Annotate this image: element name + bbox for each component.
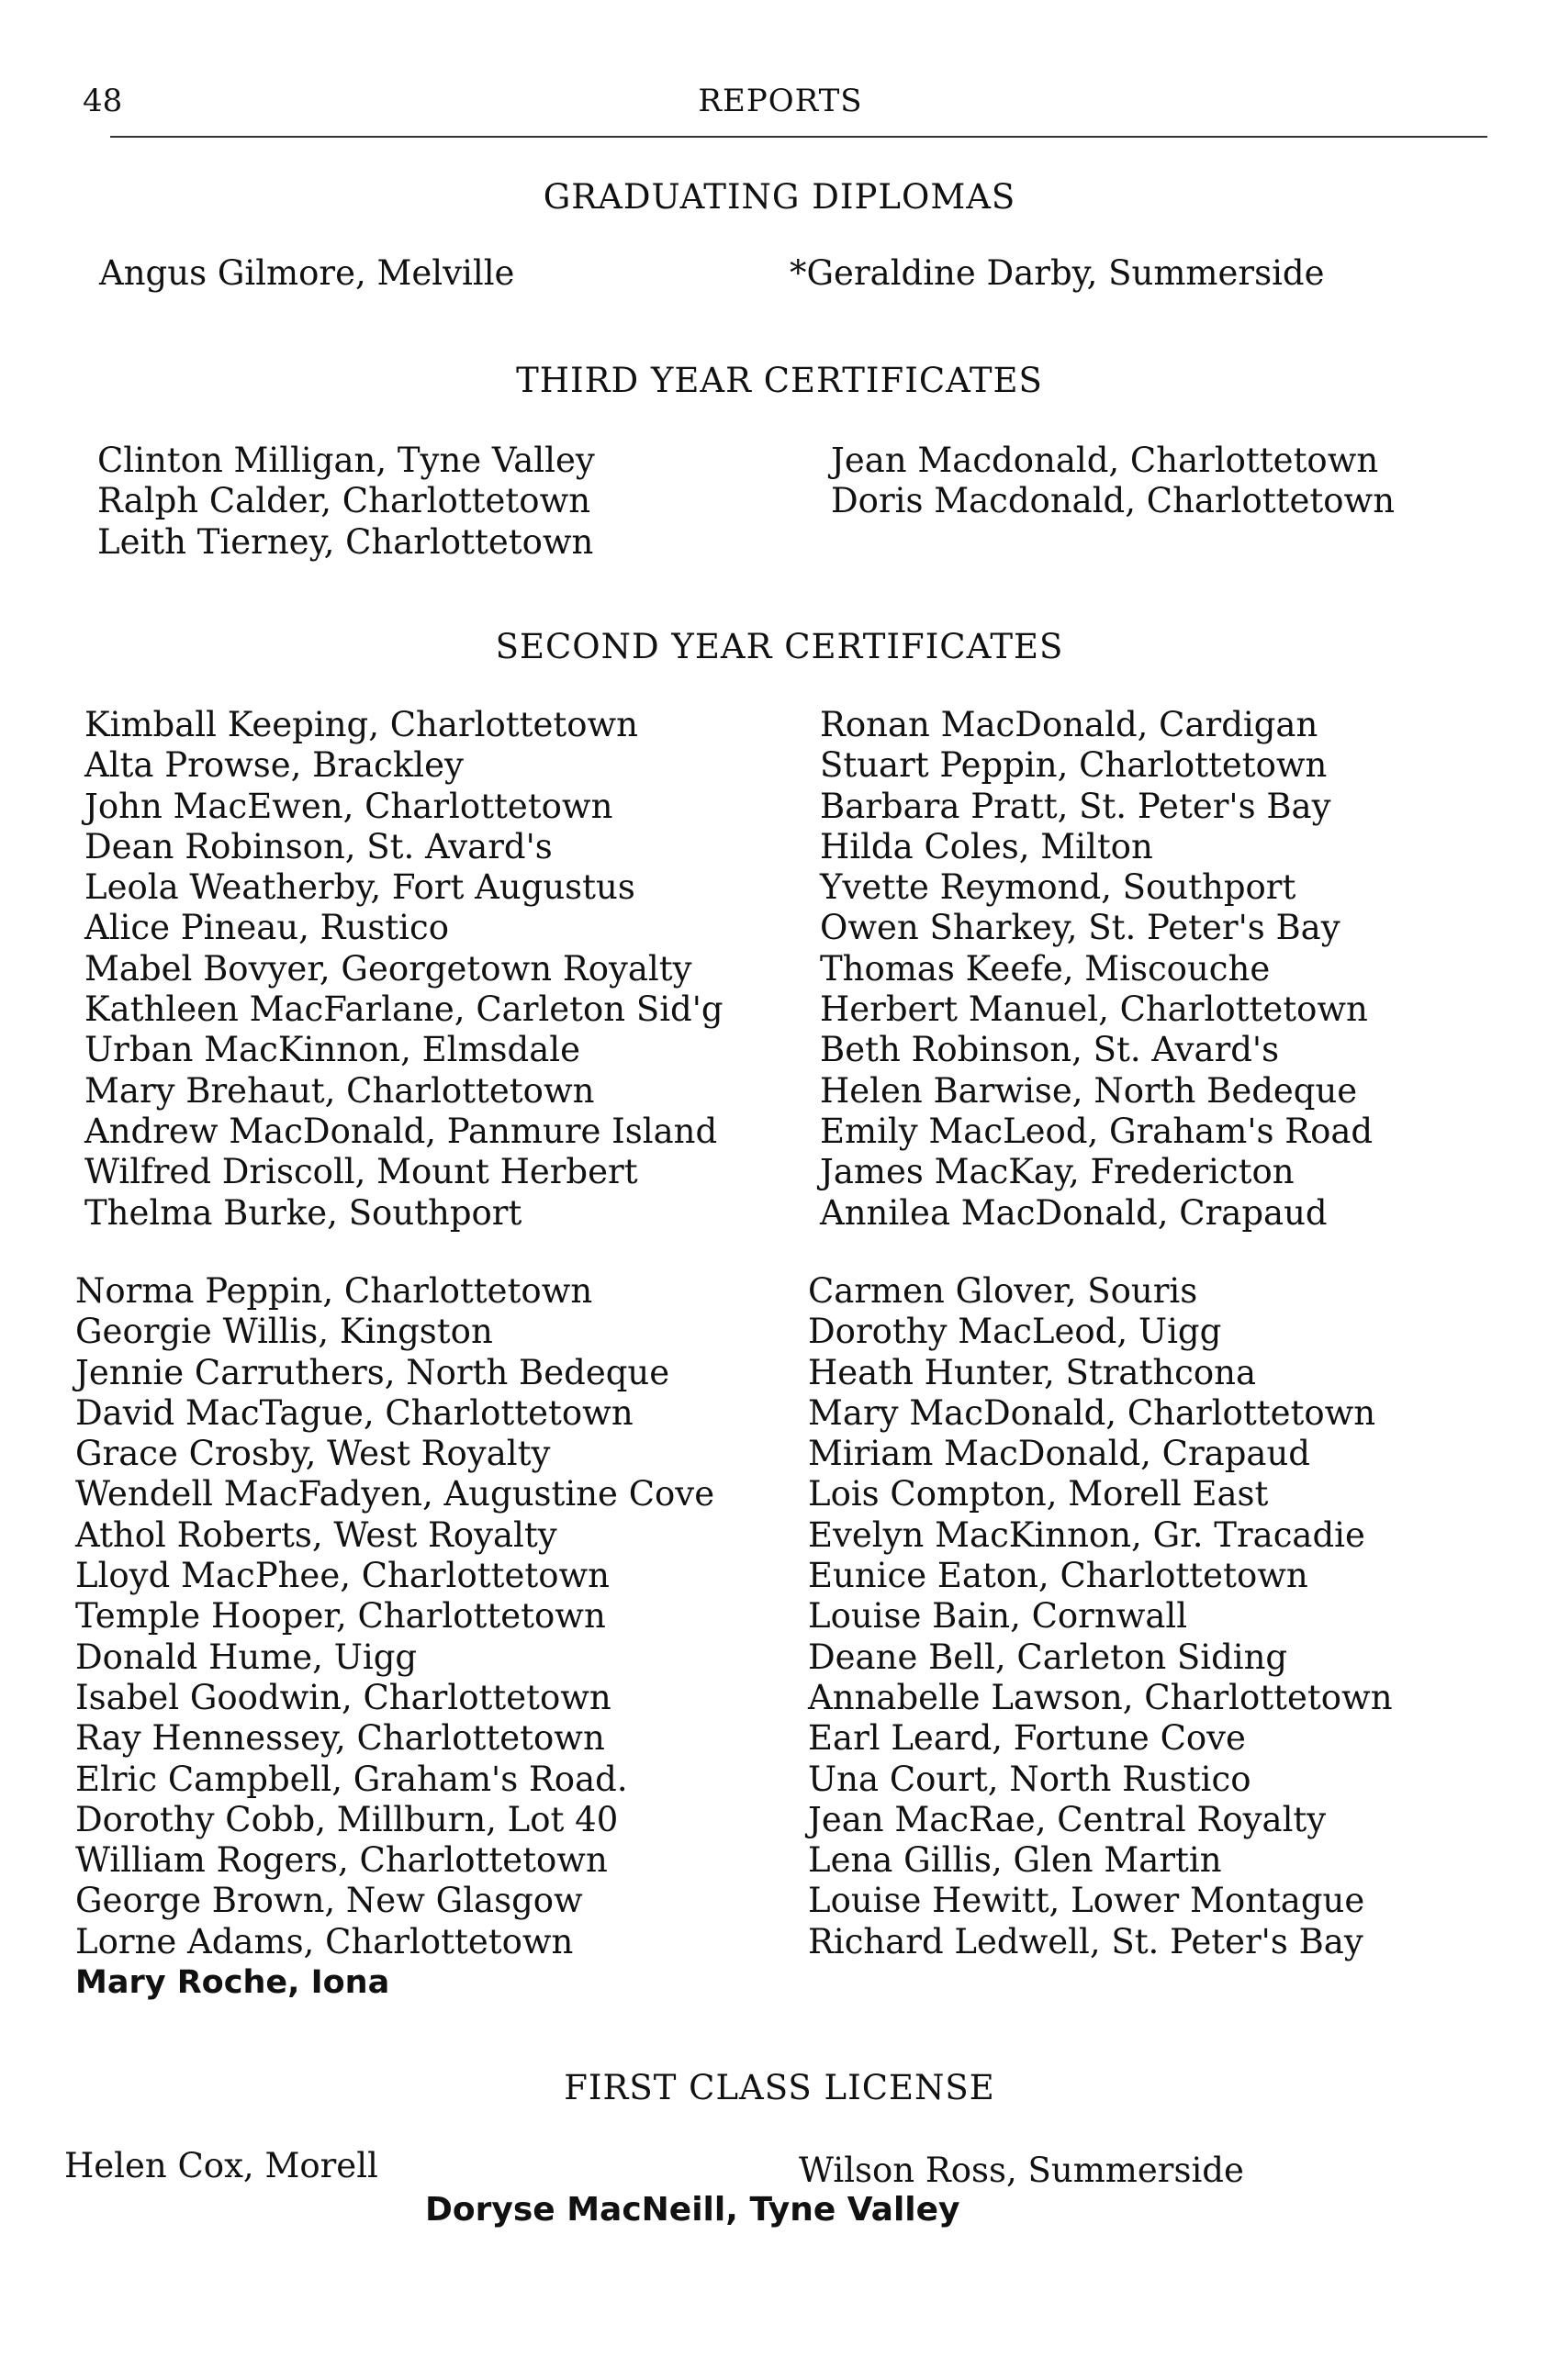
list-item: Miriam MacDonald, Crapaud	[808, 1434, 1310, 1474]
list-item: Una Court, North Rustico	[808, 1759, 1251, 1799]
list-item: Lorne Adams, Charlottetown	[75, 1921, 574, 1961]
list-item: Donald Hume, Uigg	[75, 1637, 418, 1677]
graduate-left: Angus Gilmore, Melville	[99, 253, 515, 293]
list-item: Lena Gillis, Glen Martin	[808, 1840, 1222, 1881]
list-item: Kathleen MacFarlane, Carleton Sid'g	[84, 989, 723, 1030]
graduate-right: *Geraldine Darby, Summerside	[790, 253, 1325, 293]
list-item: Louise Bain, Cornwall	[808, 1596, 1188, 1637]
list-item: Deane Bell, Carleton Siding	[808, 1637, 1288, 1677]
list-item: Heath Hunter, Strathcona	[808, 1352, 1257, 1392]
third-year-right-list	[831, 441, 1395, 522]
list-item: Yvette Reymond, Southport	[820, 867, 1296, 908]
list-item: Isabel Goodwin, Charlottetown	[75, 1677, 611, 1717]
list-item: Eunice Eaton, Charlottetown	[808, 1556, 1308, 1596]
list-item: Leola Weatherby, Fort Augustus	[84, 867, 635, 908]
second-year-left-list-a	[84, 705, 723, 1234]
first-class-left: Helen Cox, Morell	[64, 2146, 378, 2185]
list-item: Herbert Manuel, Charlottetown	[820, 989, 1368, 1030]
list-item: Beth Robinson, St. Avard's	[820, 1030, 1280, 1070]
list-item: Clinton Milligan, Tyne Valley	[97, 441, 595, 480]
list-item: Ralph Calder, Charlottetown	[97, 481, 591, 521]
list-item: Mary Roche, Iona	[75, 1964, 390, 2002]
first-class-center: Doryse MacNeill, Tyne Valley	[425, 2191, 960, 2229]
list-item: Emily MacLeod, Graham's Road	[820, 1111, 1374, 1151]
section-heading-first-class: FIRST CLASS LICENSE	[564, 2068, 995, 2107]
list-item: Dean Robinson, St. Avard's	[84, 826, 553, 866]
list-item: Wendell MacFadyen, Augustine Cove	[75, 1474, 715, 1514]
list-item: Mary MacDonald, Charlottetown	[808, 1392, 1376, 1433]
second-year-right-list-b	[808, 1271, 1393, 1962]
list-item: Kimball Keeping, Charlottetown	[84, 705, 639, 744]
list-item: Andrew MacDonald, Panmure Island	[84, 1111, 718, 1151]
second-year-left-list-b	[75, 1271, 714, 2003]
list-item: Owen Sharkey, St. Peter's Bay	[820, 908, 1340, 948]
list-item: Richard Ledwell, St. Peter's Bay	[808, 1921, 1363, 1961]
list-item: Leith Tierney, Charlottetown	[97, 521, 594, 562]
list-item: Alice Pineau, Rustico	[84, 908, 450, 948]
list-item: Carmen Glover, Souris	[808, 1271, 1198, 1311]
third-year-left-list	[97, 441, 595, 563]
running-head: REPORTS	[698, 83, 863, 119]
list-item: Jean MacRae, Central Royalty	[808, 1799, 1327, 1839]
list-item: Mary Brehaut, Charlottetown	[84, 1070, 595, 1111]
list-item: Jean Macdonald, Charlottetown	[831, 441, 1379, 480]
list-item: Thomas Keefe, Miscouche	[820, 948, 1271, 989]
list-item: William Rogers, Charlottetown	[75, 1840, 608, 1881]
list-item: Earl Leard, Fortune Cove	[808, 1718, 1246, 1759]
list-item: Dorothy MacLeod, Uigg	[808, 1312, 1222, 1352]
list-item: Hilda Coles, Milton	[820, 826, 1153, 866]
section-heading-second-year: SECOND YEAR CERTIFICATES	[495, 627, 1064, 666]
section-heading-graduating: GRADUATING DIPLOMAS	[543, 177, 1016, 217]
list-item: David MacTague, Charlottetown	[75, 1392, 634, 1433]
list-item: Ray Hennessey, Charlottetown	[75, 1718, 605, 1759]
page-number: 48	[83, 83, 123, 119]
list-item: Stuart Peppin, Charlottetown	[820, 745, 1328, 786]
page-header	[83, 73, 1478, 128]
list-item: Grace Crosby, West Royalty	[75, 1434, 551, 1474]
list-item: Wilfred Driscoll, Mount Herbert	[84, 1152, 638, 1192]
list-item: Annabelle Lawson, Charlottetown	[808, 1677, 1393, 1717]
list-item: Dorothy Cobb, Millburn, Lot 40	[75, 1799, 619, 1839]
list-item: Evelyn MacKinnon, Gr. Tracadie	[808, 1514, 1365, 1555]
list-item: Annilea MacDonald, Crapaud	[820, 1192, 1328, 1233]
second-year-right-list-a	[820, 705, 1373, 1234]
list-item: Doris Macdonald, Charlottetown	[831, 481, 1396, 521]
first-class-right: Wilson Ross, Summerside	[799, 2151, 1244, 2190]
list-item: Georgie Willis, Kingston	[75, 1312, 493, 1352]
list-item: Lloyd MacPhee, Charlottetown	[75, 1556, 611, 1596]
section-heading-third-year: THIRD YEAR CERTIFICATES	[516, 361, 1043, 400]
list-item: Norma Peppin, Charlottetown	[75, 1271, 593, 1311]
list-item: Jennie Carruthers, North Bedeque	[75, 1352, 670, 1392]
header-rule	[110, 136, 1487, 138]
list-item: Louise Hewitt, Lower Montague	[808, 1881, 1365, 1921]
list-item: Athol Roberts, West Royalty	[75, 1514, 557, 1555]
list-item: Barbara Pratt, St. Peter's Bay	[820, 786, 1331, 826]
list-item: John MacEwen, Charlottetown	[84, 786, 613, 826]
list-item: Urban MacKinnon, Elmsdale	[84, 1030, 581, 1070]
list-item: George Brown, New Glasgow	[75, 1881, 583, 1921]
list-item: Ronan MacDonald, Cardigan	[820, 705, 1318, 744]
list-item: Thelma Burke, Southport	[84, 1192, 522, 1233]
list-item: Temple Hooper, Charlottetown	[75, 1596, 606, 1637]
list-item: Elric Campbell, Graham's Road.	[75, 1759, 628, 1799]
list-item: James MacKay, Fredericton	[820, 1152, 1295, 1192]
list-item: Alta Prowse, Brackley	[84, 745, 464, 786]
list-item: Mabel Bovyer, Georgetown Royalty	[84, 948, 692, 989]
list-item: Lois Compton, Morell East	[808, 1474, 1269, 1514]
list-item: Helen Barwise, North Bedeque	[820, 1070, 1358, 1111]
